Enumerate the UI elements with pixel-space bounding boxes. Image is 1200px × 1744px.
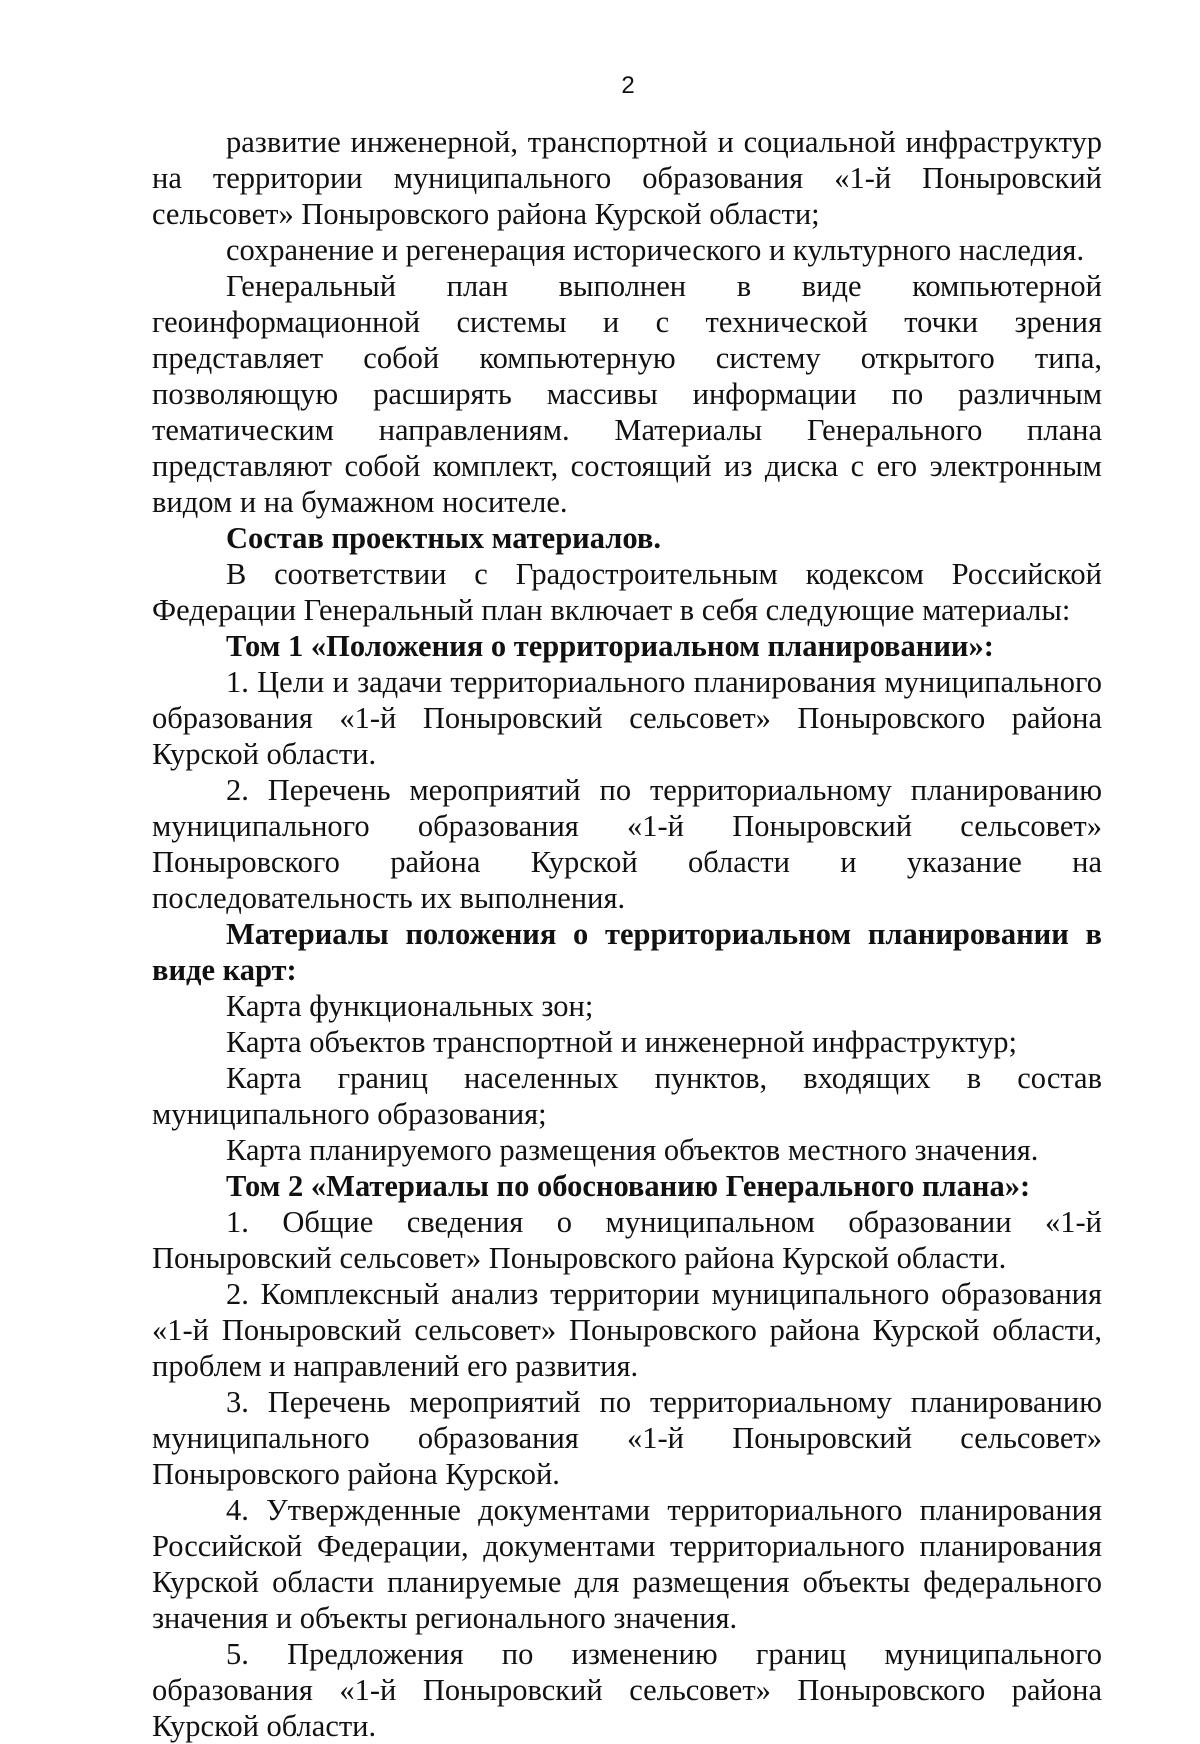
- volume-2-item-4: 4. Утвержденные документами территориального планирования Российской Федерации, документами территориального планирования Курской области планируемые для размещения объекты федерального значения и объекты регионального значения.: [152, 1493, 1102, 1635]
- paragraph-code: В соответствии с Градостроительным кодексом Российской Федерации Генеральный план включает в себя следующие материалы:: [152, 557, 1102, 627]
- volume-2-item-5: 5. Предложения по изменению границ муниципального образования «1-й Поныровский сельсовет» Поныровского района Курской области.: [152, 1637, 1102, 1743]
- volume-2-item-1: 1. Общие сведения о муниципальном образовании «1-й Поныровский сельсовет» Поныровского района Курской области.: [152, 1205, 1102, 1275]
- volume-1-item-1: 1. Цели и задачи территориального планирования муниципального образования «1-й Поныровский сельсовет» Поныровского района Курской области.: [152, 665, 1102, 771]
- volume-2-item-3: 3. Перечень мероприятий по территориальному планированию муниципального образования «1-й Поныровский сельсовет» Поныровского района Курской.: [152, 1385, 1102, 1491]
- paragraph-infrastructure: развитие инженерной, транспортной и социальной инфраструктур на территории муниципального образования «1-й Поныровский сельсовет» Поныровского района Курской области;: [152, 125, 1102, 231]
- document-body: [152, 124, 1102, 1744]
- paragraph-gis: Генеральный план выполнен в виде компьютерной геоинформационной системы и с технической точки зрения представляет собой компьютерную систему открытого типа, позволяющую расширять массивы информации по различным тематическим направлениям. Материалы Генерального плана представляют собой комплект, состоящий из диска с его электронным видом и на бумажном носителе.: [152, 269, 1102, 519]
- heading-volume-2: Том 2 «Материалы по обоснованию Генерального плана»:: [226, 1169, 1031, 1203]
- volume-1-item-2: 2. Перечень мероприятий по территориальному планированию муниципального образования «1-й Поныровский сельсовет» Поныровского района Курской области и указание на последовательность их выполнения.: [152, 773, 1102, 915]
- map-item-3: Карта границ населенных пунктов, входящих в состав муниципального образования;: [152, 1061, 1102, 1131]
- paragraph-heritage: сохранение и регенерация исторического и культурного наследия.: [226, 233, 1085, 267]
- heading-composition: Состав проектных материалов.: [226, 521, 661, 555]
- map-item-2: Карта объектов транспортной и инженерной инфраструктур;: [226, 1025, 1018, 1059]
- page-number: 2: [621, 72, 635, 99]
- heading-maps: Материалы положения о территориальном планировании в виде карт:: [152, 917, 1102, 987]
- map-item-4: Карта планируемого размещения объектов местного значения.: [226, 1133, 1039, 1167]
- heading-volume-1: Том 1 «Положения о территориальном планировании»:: [226, 629, 994, 663]
- map-item-1: Карта функциональных зон;: [226, 989, 594, 1023]
- volume-2-item-2: 2. Комплексный анализ территории муниципального образования «1-й Поныровский сельсовет» Поныровского района Курской области, проблем и направлений его развития.: [152, 1277, 1102, 1383]
